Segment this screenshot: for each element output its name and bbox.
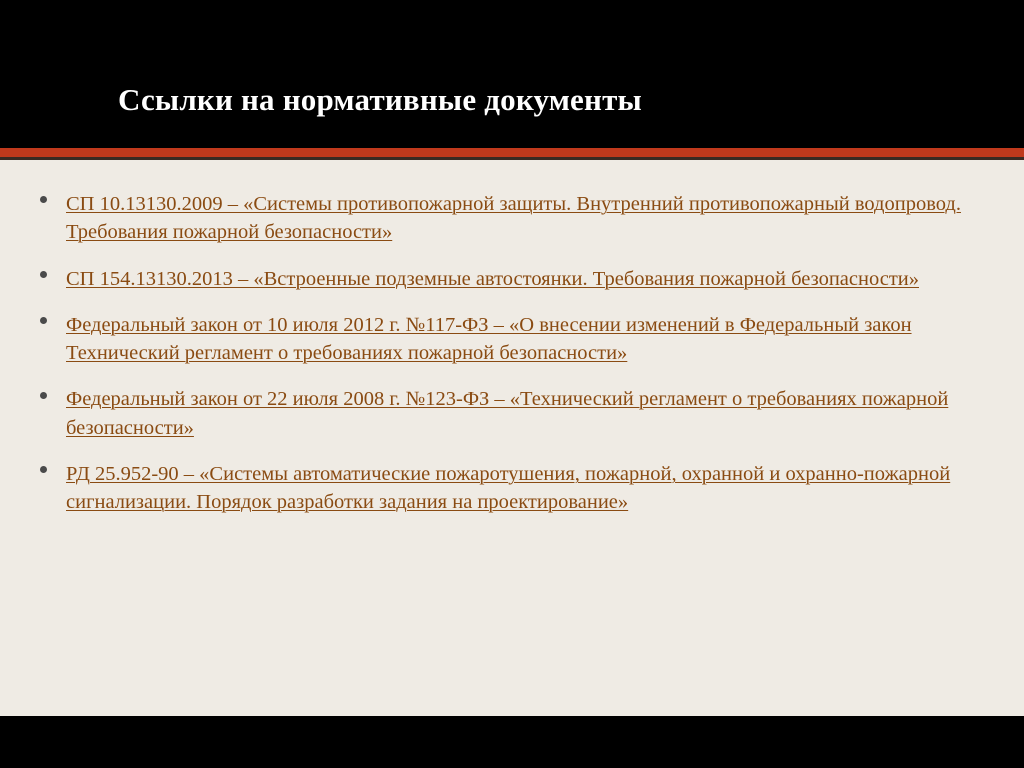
reference-link[interactable]: Федеральный закон от 22 июля 2008 г. №123-ФЗ – «Технический регламент о требованиях пожарной безопасности» <box>66 388 949 439</box>
list-item <box>34 190 964 247</box>
slide-content <box>0 180 1024 710</box>
bottom-band <box>0 716 1024 768</box>
accent-rule <box>0 148 1024 157</box>
reference-link[interactable]: РД 25.952-90 – «Системы автоматические пожаротушения, пожарной, охранной и охранно-пожарной сигнализации. Порядок разработки задания на проектирование» <box>66 462 951 514</box>
list-item <box>34 460 964 517</box>
reference-list <box>34 190 964 517</box>
reference-link[interactable]: СП 154.13130.2013 – «Встроенные подземные автостоянки. Требования пожарной безопасности» <box>66 267 919 290</box>
reference-link[interactable]: СП 10.13130.2009 – «Системы противопожарной защиты. Внутренний противопожарный водопровод. Требования пожарной безопасности» <box>66 193 961 244</box>
list-item <box>34 265 964 293</box>
bullet-dot-icon <box>40 317 47 324</box>
bullet-dot-icon <box>40 466 47 473</box>
list-item <box>34 311 964 368</box>
page-title: Ссылки на нормативные документы <box>118 82 642 117</box>
bullet-dot-icon <box>40 271 47 278</box>
bullet-dot-icon <box>40 392 47 399</box>
title-band <box>0 0 1024 148</box>
reference-link[interactable]: Федеральный закон от 10 июля 2012 г. №117-ФЗ – «О внесении изменений в Федеральный закон Технический регламент о требованиях пожарной безопасности» <box>66 313 912 365</box>
accent-rule-shadow <box>0 157 1024 160</box>
bullet-dot-icon <box>40 196 47 203</box>
list-item <box>34 385 964 442</box>
